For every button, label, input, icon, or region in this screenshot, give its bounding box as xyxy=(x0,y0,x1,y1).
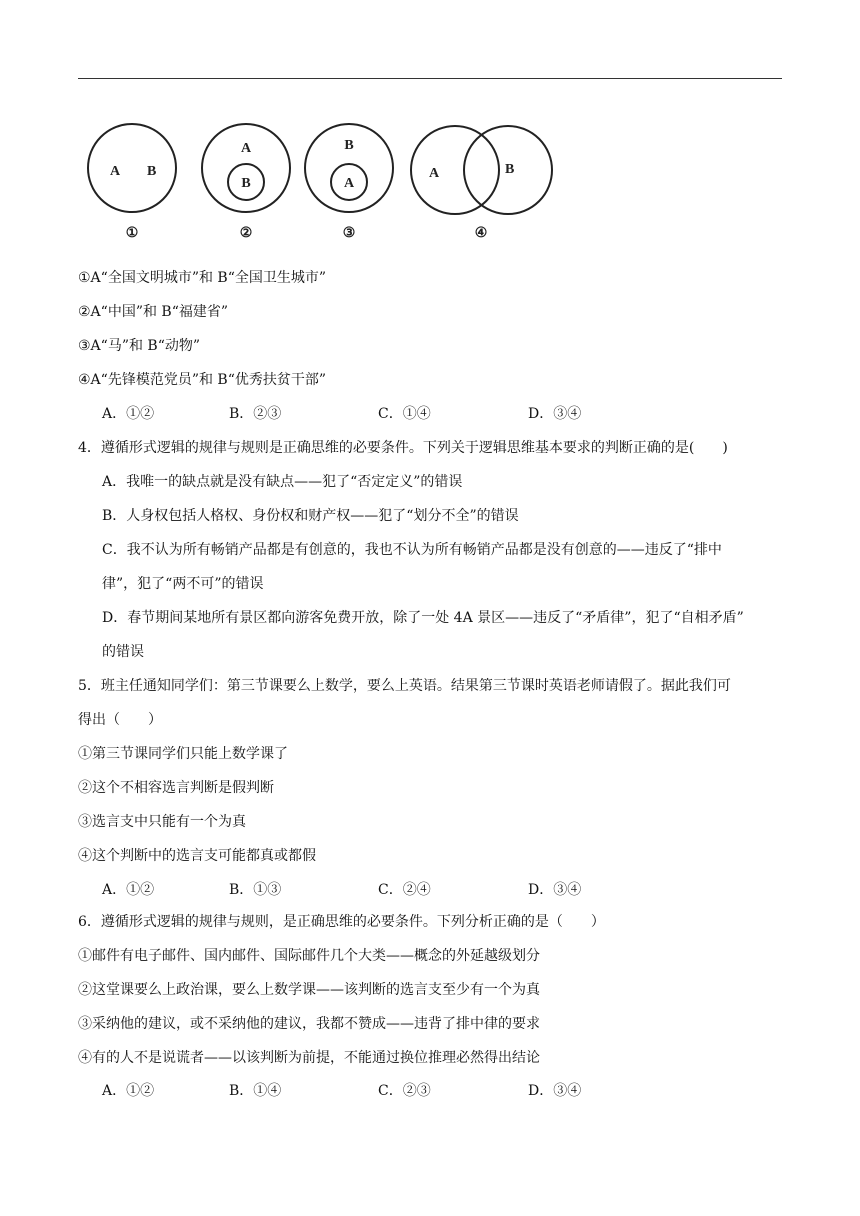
q5-option-d: D．③④ xyxy=(528,882,582,898)
q3-item-4: ④A“先锋模范党员”和 B“优秀扶贫干部” xyxy=(78,372,327,388)
q6-item-1: ①邮件有电子邮件、国内邮件、国际邮件几个大类——概念的外延越级划分 xyxy=(78,948,540,964)
diagram-3-label-a: A xyxy=(343,176,355,191)
diagram-4-label-b: B xyxy=(505,162,515,177)
q3-item-3: ③A“马”和 B“动物” xyxy=(78,338,201,354)
q6-option-a: A．①② xyxy=(102,1083,155,1099)
header-rule xyxy=(78,78,782,79)
q3-option-a: A．①② xyxy=(102,406,155,422)
q4-option-d-line2: 的错误 xyxy=(102,644,144,660)
q6-option-c: C．②③ xyxy=(378,1083,431,1099)
venn-diagram-4 xyxy=(411,126,552,241)
diagram-1-label-b: B xyxy=(147,164,157,179)
q6-item-3: ③采纳他的建议，或不采纳他的建议，我都不赞成——违背了排中律的要求 xyxy=(78,1016,540,1032)
q3-option-d: D．③④ xyxy=(528,406,582,422)
venn-diagrams-figure xyxy=(80,118,560,246)
q6-item-2: ②这堂课要么上政治课，要么上数学课——该判断的选言支至少有一个为真 xyxy=(78,982,540,998)
diagram-1-circle xyxy=(88,124,176,212)
diagram-2-outer-circle xyxy=(202,124,290,212)
q3-option-c: C．①④ xyxy=(378,406,431,422)
diagram-1-number: ① xyxy=(125,226,139,241)
venn-diagram-1 xyxy=(88,124,176,241)
venn-diagrams-svg xyxy=(80,118,560,246)
diagram-3-number: ③ xyxy=(342,226,356,241)
q4-option-d-line1: D．春节期间某地所有景区都向游客免费开放，除了一处 4A 景区——违反了“矛盾律”，犯了“自相矛盾” xyxy=(102,610,744,626)
q5-item-3: ③选言支中只能有一个为真 xyxy=(78,814,246,830)
q5-item-2: ②这个不相容选言判断是假判断 xyxy=(78,780,274,796)
diagram-3-label-b: B xyxy=(344,138,354,153)
diagram-1-label-a: A xyxy=(110,164,121,179)
q3-item-2: ②A“中国”和 B“福建省” xyxy=(78,304,229,320)
diagram-2-number: ② xyxy=(239,226,253,241)
q3-item-1: ①A“全国文明城市”和 B“全国卫生城市” xyxy=(78,270,327,286)
q5-option-c: C．②④ xyxy=(378,882,431,898)
venn-diagram-2 xyxy=(202,124,290,241)
venn-diagram-3 xyxy=(305,124,393,241)
q4-option-a: A．我唯一的缺点就是没有缺点——犯了“否定定义”的错误 xyxy=(102,474,463,490)
diagram-2-label-a: A xyxy=(240,141,252,156)
diagram-2-label-b: B xyxy=(241,176,251,191)
q4-option-c-line1: C．我不认为所有畅销产品都是有创意的，我也不认为所有畅销产品都是没有创意的——违反了“排中 xyxy=(102,542,722,558)
q3-option-b: B．②③ xyxy=(229,406,282,422)
q5-option-b: B．①③ xyxy=(229,882,282,898)
q5-item-4: ④这个判断中的选言支可能都真或都假 xyxy=(78,848,316,864)
q4-option-c-line2: 律”，犯了“两不可”的错误 xyxy=(102,576,264,592)
q6-option-d: D．③④ xyxy=(528,1083,582,1099)
q4-stem: 4．遵循形式逻辑的规律与规则是正确思维的必要条件。下列关于逻辑思维基本要求的判断正确的是( ) xyxy=(78,440,728,456)
q5-option-a: A．①② xyxy=(102,882,155,898)
q5-stem-line2: 得出（ ） xyxy=(78,712,162,728)
diagram-4-circle-a xyxy=(411,126,499,214)
q4-option-b: B．人身权包括人格权、身份权和财产权——犯了“划分不全”的错误 xyxy=(102,508,519,524)
q6-stem: 6．遵循形式逻辑的规律与规则，是正确思维的必要条件。下列分析正确的是（ ） xyxy=(78,914,605,930)
q6-item-4: ④有的人不是说谎者——以该判断为前提，不能通过换位推理必然得出结论 xyxy=(78,1050,540,1066)
diagram-4-label-a: A xyxy=(429,166,440,181)
q6-option-b: B．①④ xyxy=(229,1083,282,1099)
q5-stem-line1: 5．班主任通知同学们：第三节课要么上数学，要么上英语。结果第三节课时英语老师请假了。据此我们可 xyxy=(78,678,731,694)
q5-item-1: ①第三节课同学们只能上数学课了 xyxy=(78,746,288,762)
diagram-4-number: ④ xyxy=(474,226,488,241)
